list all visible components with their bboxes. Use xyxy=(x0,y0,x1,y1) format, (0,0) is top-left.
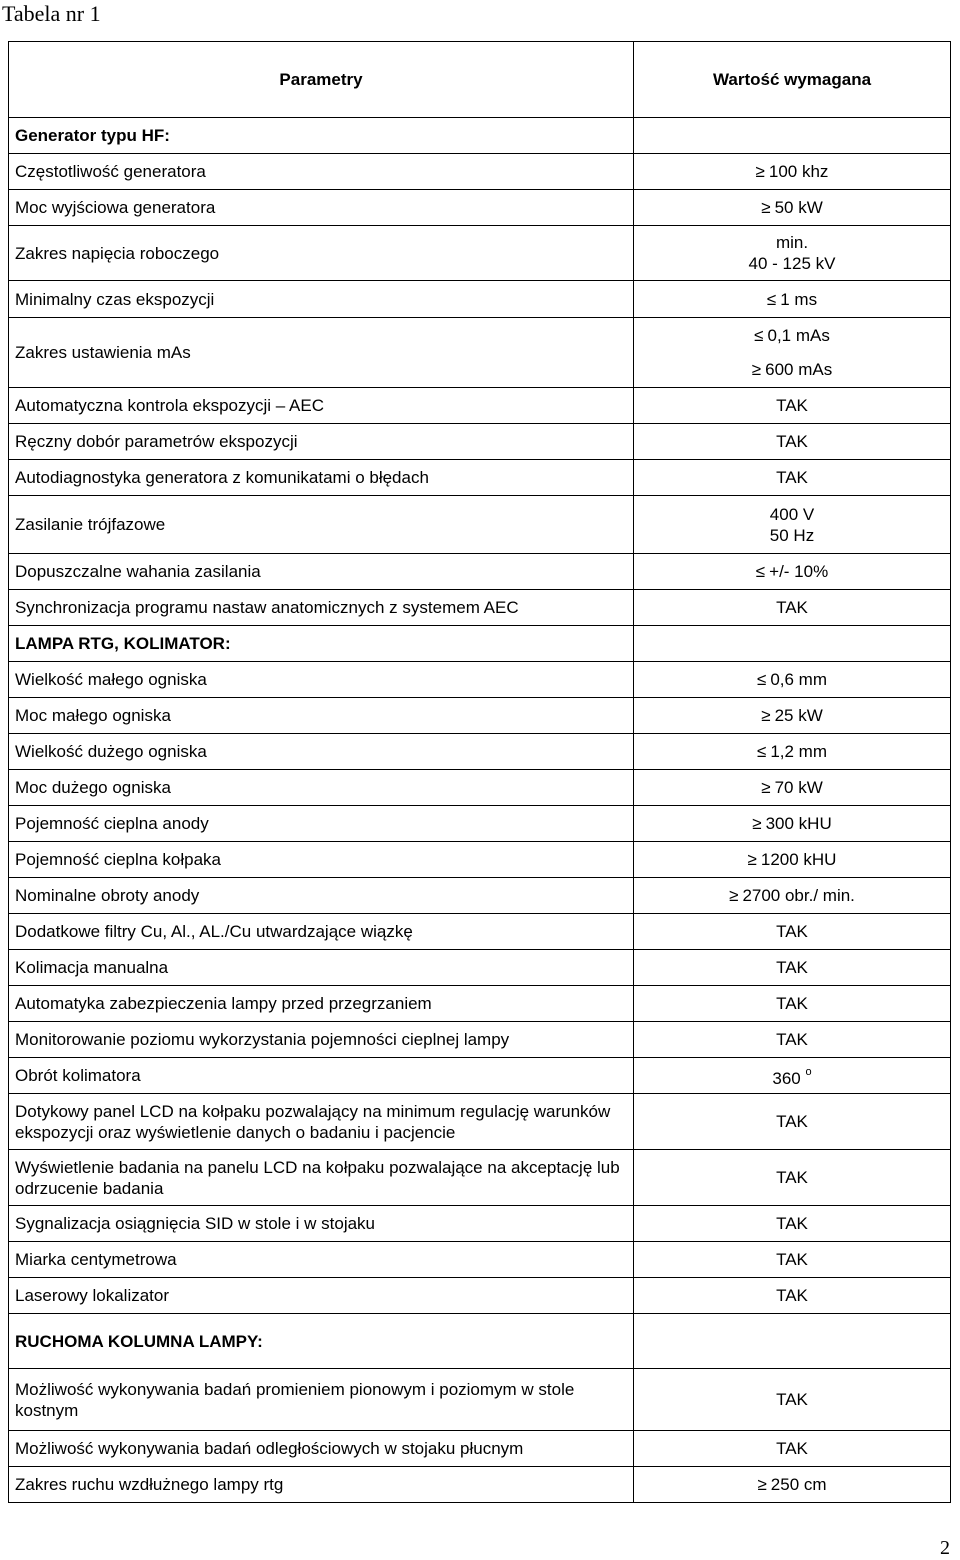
section-title: LAMPA RTG, KOLIMATOR: xyxy=(9,626,634,662)
required-value xyxy=(634,460,951,496)
value-text: ≤ 1 ms xyxy=(767,290,817,309)
parameter-label: Wielkość małego ogniska xyxy=(9,662,634,698)
header-required-value: Wartość wymagana xyxy=(634,42,951,118)
table-row xyxy=(9,590,951,626)
table-row xyxy=(9,1022,951,1058)
value-line: 40 - 125 kV xyxy=(748,254,836,273)
required-value xyxy=(634,226,951,281)
parameter-label: Synchronizacja programu nastaw anatomicznych z systemem AEC xyxy=(9,590,634,626)
table-row xyxy=(9,1058,951,1094)
table-row xyxy=(9,698,951,734)
table-row xyxy=(9,554,951,590)
section-row xyxy=(9,626,951,662)
required-value xyxy=(634,1431,951,1467)
parameter-label: Możliwość wykonywania badań odległościowych w stojaku płucnym xyxy=(9,1431,634,1467)
required-value xyxy=(634,1467,951,1503)
value-text: ≥ 100 khz xyxy=(756,162,829,181)
table-row xyxy=(9,190,951,226)
value-text: ≥ 2700 obr./ min. xyxy=(729,886,855,905)
parameter-label: Nominalne obroty anody xyxy=(9,878,634,914)
parameter-label: Monitorowanie poziomu wykorzystania pojemności cieplnej lampy xyxy=(9,1022,634,1058)
parameter-label: Możliwość wykonywania badań promieniem pionowym i poziomym w stole kostnym xyxy=(9,1369,634,1431)
required-value xyxy=(634,626,951,662)
parameter-label: Dopuszczalne wahania zasilania xyxy=(9,554,634,590)
required-value xyxy=(634,1150,951,1206)
table-row xyxy=(9,734,951,770)
value-text: TAK xyxy=(776,1390,808,1409)
required-value xyxy=(634,806,951,842)
page-number: 2 xyxy=(940,1537,950,1559)
value-text: 360 xyxy=(772,1069,801,1088)
value-text: TAK xyxy=(776,432,808,451)
required-value xyxy=(634,1369,951,1431)
value-text: TAK xyxy=(776,1214,808,1233)
value-text: ≥ 300 kHU xyxy=(752,814,831,833)
header-parameters: Parametry xyxy=(9,42,634,118)
parameter-label: Automatyka zabezpieczenia lampy przed przegrzaniem xyxy=(9,986,634,1022)
table-row xyxy=(9,662,951,698)
table-row xyxy=(9,1369,951,1431)
parameter-label: Moc małego ogniska xyxy=(9,698,634,734)
required-value xyxy=(634,590,951,626)
value-text: TAK xyxy=(776,1250,808,1269)
required-value xyxy=(634,424,951,460)
required-value xyxy=(634,770,951,806)
value-text: TAK xyxy=(776,1439,808,1458)
required-value xyxy=(634,950,951,986)
table-row xyxy=(9,318,951,388)
value-text: ≥ 1200 kHU xyxy=(748,850,837,869)
required-value xyxy=(634,496,951,554)
parameter-label: Miarka centymetrowa xyxy=(9,1242,634,1278)
value-text: ≥ 70 kW xyxy=(761,778,823,797)
parameter-label: Zasilanie trójfazowe xyxy=(9,496,634,554)
table-row xyxy=(9,914,951,950)
table-row xyxy=(9,1431,951,1467)
table-row xyxy=(9,1150,951,1206)
table-row xyxy=(9,842,951,878)
parameter-label: Obrót kolimatora xyxy=(9,1058,634,1094)
required-value xyxy=(634,190,951,226)
section-title: Generator typu HF: xyxy=(9,118,634,154)
required-value xyxy=(634,662,951,698)
required-value xyxy=(634,1314,951,1369)
value-text: TAK xyxy=(776,598,808,617)
parameter-label: Pojemność cieplna anody xyxy=(9,806,634,842)
required-value xyxy=(634,1058,951,1094)
value-text: TAK xyxy=(776,994,808,1013)
value-line: ≥ 600 mAs xyxy=(752,360,832,379)
table-row xyxy=(9,496,951,554)
value-text: ≥ 250 cm xyxy=(757,1475,826,1494)
table-row xyxy=(9,281,951,318)
parameter-label: Wielkość dużego ogniska xyxy=(9,734,634,770)
parameter-label: Wyświetlenie badania na panelu LCD na kołpaku pozwalające na akceptację lub odrzucenie badania xyxy=(9,1150,634,1206)
parameter-label: Dotykowy panel LCD na kołpaku pozwalający na minimum regulację warunków ekspozycji oraz wyświetlenie danych o badaniu i pacjencie xyxy=(9,1094,634,1150)
table-caption: Tabela nr 1 xyxy=(2,1,101,26)
table-row xyxy=(9,770,951,806)
parameter-label: Zakres ustawienia mAs xyxy=(9,318,634,388)
required-value xyxy=(634,318,951,388)
parameter-label: Zakres napięcia roboczego xyxy=(9,226,634,281)
required-value xyxy=(634,554,951,590)
parameter-label: Laserowy lokalizator xyxy=(9,1278,634,1314)
value-text: TAK xyxy=(776,468,808,487)
value-line: 50 Hz xyxy=(769,525,815,545)
table-row xyxy=(9,878,951,914)
required-value xyxy=(634,1278,951,1314)
required-value xyxy=(634,698,951,734)
parameter-label: Sygnalizacja osiągnięcia SID w stole i w stojaku xyxy=(9,1206,634,1242)
parameter-label: Moc wyjściowa generatora xyxy=(9,190,634,226)
value-line: ≤ 0,1 mAs xyxy=(754,326,830,345)
required-value xyxy=(634,1242,951,1278)
value-text: ≥ 50 kW xyxy=(761,198,823,217)
parameter-label: Dodatkowe filtry Cu, Al., AL./Cu utwardzające wiązkę xyxy=(9,914,634,950)
required-value xyxy=(634,986,951,1022)
table-row xyxy=(9,460,951,496)
value-text: ≤ 0,6 mm xyxy=(757,670,827,689)
section-row xyxy=(9,1314,951,1369)
parameter-label: Częstotliwość generatora xyxy=(9,154,634,190)
required-value xyxy=(634,1094,951,1150)
value-text: ≥ 25 kW xyxy=(761,706,823,725)
table-row xyxy=(9,1242,951,1278)
parameters-table xyxy=(8,41,951,1503)
table-row xyxy=(9,950,951,986)
table-row xyxy=(9,388,951,424)
required-value xyxy=(634,118,951,154)
parameter-label: Autodiagnostyka generatora z komunikatami o błędach xyxy=(9,460,634,496)
parameter-label: Minimalny czas ekspozycji xyxy=(9,281,634,318)
parameter-label: Kolimacja manualna xyxy=(9,950,634,986)
required-value xyxy=(634,281,951,318)
table-row xyxy=(9,1206,951,1242)
parameter-label: Automatyczna kontrola ekspozycji – AEC xyxy=(9,388,634,424)
value-text: TAK xyxy=(776,396,808,415)
table-header-row xyxy=(9,42,951,118)
required-value xyxy=(634,388,951,424)
table-row xyxy=(9,806,951,842)
parameter-label: Zakres ruchu wzdłużnego lampy rtg xyxy=(9,1467,634,1503)
table-row xyxy=(9,1094,951,1150)
required-value xyxy=(634,1206,951,1242)
required-value xyxy=(634,154,951,190)
table-row xyxy=(9,986,951,1022)
value-text: TAK xyxy=(776,922,808,941)
required-value xyxy=(634,1022,951,1058)
section-title: RUCHOMA KOLUMNA LAMPY: xyxy=(9,1314,634,1369)
value-text: ≤ 1,2 mm xyxy=(757,742,827,761)
table-row xyxy=(9,226,951,281)
required-value xyxy=(634,914,951,950)
required-value xyxy=(634,734,951,770)
value-text: TAK xyxy=(776,1168,808,1187)
table-row xyxy=(9,1278,951,1314)
table-row xyxy=(9,154,951,190)
value-text: TAK xyxy=(776,1286,808,1305)
parameter-label: Ręczny dobór parametrów ekspozycji xyxy=(9,424,634,460)
section-row xyxy=(9,118,951,154)
parameter-label: Moc dużego ogniska xyxy=(9,770,634,806)
value-line: 400 V xyxy=(769,504,815,524)
value-text: TAK xyxy=(776,1112,808,1131)
value-line: min. xyxy=(775,233,809,252)
value-text: TAK xyxy=(776,958,808,977)
degree-mark: o xyxy=(805,1066,812,1078)
required-value xyxy=(634,878,951,914)
parameter-label: Pojemność cieplna kołpaka xyxy=(9,842,634,878)
table-row xyxy=(9,1467,951,1503)
table-row xyxy=(9,424,951,460)
required-value xyxy=(634,842,951,878)
value-text: TAK xyxy=(776,1030,808,1049)
value-text: ≤ +/- 10% xyxy=(756,562,828,581)
